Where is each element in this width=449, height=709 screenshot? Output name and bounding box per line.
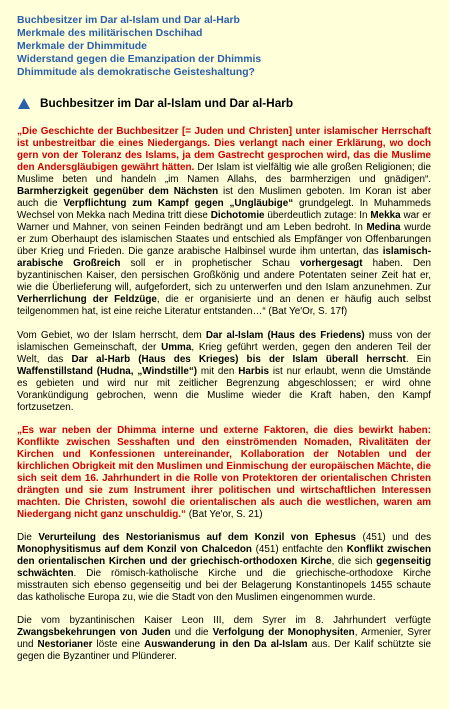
text: Vom Gebiet, wo der Islam herrscht, dem [17,330,206,341]
text: ist nur erlaubt, wenn die Umstände es gebieten und wird nur mit zeitlicher Begrenzung abgeschlossen; er wird ohne Vorankündigung gebrochen, wenn die Muslime wieder die Kraft haben, den Kampf fortzusetzen. [17,366,431,413]
paragraph-2 [17,330,431,414]
text: . Die römisch-katholische Kirche und die griechische-orthodoxe Kirche misstrauten sich ebenso gegenseitig und bei der Belagerung Konstantinopels 1455 schaute das katholische Europa zu, wie die Stadt von den Muslimen eingenommen wurde. [17,568,431,603]
paragraph-4 [17,532,431,604]
bold-text: islamisch-arabische Großreich [17,246,431,269]
text: (451) entfachte den [251,544,347,555]
paragraph-1 [17,126,431,318]
text: löste eine [92,639,145,650]
text: . Ein [405,354,431,365]
bold-text: Verpflichtung zum Kampf gegen „Ungläubige“ [63,198,294,209]
bold-text: Harbis [238,366,269,377]
toc-link-dschihad[interactable]: Merkmale des militärischen Dschihad [17,28,203,39]
paragraph-3 [17,425,431,521]
toc-link-geisteshaltung[interactable]: Dhimmitude als demokratische Geisteshaltung? [17,67,255,78]
text: überdeutlich zutage: In [264,210,371,221]
triangle-up-icon[interactable] [18,98,30,109]
text: grundgelegt. In Muhammeds Wechsel von Mekka nach Medina tritt diese [17,198,431,221]
bold-text: Waffenstillstand (Hudna, „Windstille“) [17,366,198,377]
text: ist den Muslimen geboten. Im Koran ist aber auch die [17,186,432,209]
bold-text: Zwangsbekehrungen von Juden [17,627,171,638]
text: mit den [197,366,239,377]
bold-text: gegenseitig schwächten [17,556,431,579]
toc-link-dhimmitude[interactable]: Merkmale der Dhimmitude [17,41,147,52]
bold-text: Medina [366,222,401,233]
citation: (Bat Ye'or, S. 21) [185,509,263,520]
bold-text: Dar al-Islam (Haus des Friedens) [205,330,365,341]
bold-text: Verherrlichung der Feldzüge [17,294,157,305]
bold-text: Monophysitismus auf dem Konzil von Chalcedon [17,544,252,555]
text: (451) und des [356,532,432,543]
bold-text: Barmherzigkeit gegenüber dem Nächsten [17,186,219,197]
text: haben. Den byzantinischen Kaiser, den persischen Großkönig und andere Potentaten seiner Zeit hat er, wie die Überlieferung will, aufgefordert, sich zu unterwerfen und den Islam anzunehmen. Zur [17,258,431,293]
text: und die [170,627,213,638]
quote-text: „Es war neben der Dhimma interne und externe Faktoren, die dies bewirkt haben: Konflikte zwischen Sesshaften und den einströmenden Nomaden, Rivalitäten der Kirchen und Konfessionen untereinander, Kollaboration der Notablen und der kirchlichen Obrigkeit mit den Muslimen und Einmischung der europäischen Mächte, die sich seit dem 16. Jahrhundert in die Rolle von Protektoren der orientalischen Christen drängten und sie zum Instrument ihrer politischen und wirtschaftlichen Interessen machten. Die Christen, sowohl die orientalischen als auch die westlichen, waren am Niedergang nicht ganz unschuldig.“ [17,425,431,520]
toc-link-buchbesitzer[interactable]: Buchbesitzer im Dar al-Islam und Dar al-Harb [17,15,240,26]
text: wurde er zum Oberhaupt des islamischen Staates und entschied als Empfänger von Offenbarungen über Krieg und Frieden. Die ganze arabische Halbinsel wurde ihm untertan, das [17,222,432,257]
toc-link-widerstand[interactable]: Widerstand gegen die Emanzipation der Dhimmis [17,54,262,65]
section-heading [17,94,431,112]
text: Die [17,532,39,543]
paragraph-5 [17,615,431,663]
section-title: Buchbesitzer im Dar al-Islam und Dar al-Harb [40,96,294,110]
text: Der Islam ist vielfältig wie alle großen Religionen; die Muslime beten und handeln „im Namen Allahs, des barmherzigen und gnädigen“. [17,162,431,185]
bold-text: vorhergesagt [299,258,363,269]
text: muss von der islamischen Gemeinschaft, der [17,330,431,353]
text: war er Warner und Mahner, von seinen Feinden bedrängt und am Leben bedroht. In [17,210,432,233]
bold-text: Dichotomie [210,210,265,221]
bold-text: Nestorianer [37,639,93,650]
text: aus. Der Kalif schützte sie gegen die Byzantiner und Plünderer. [17,639,432,662]
bold-text: Mekka [370,210,401,221]
bold-text: Konflikt zwischen den orientalischen Kirchen und der griechisch-orthodoxen Kirche [17,544,432,567]
bold-text: Verfolgung der Monophysiten [212,627,355,638]
bold-text: Dar al-Harb (Haus des Krieges) bis der Islam überall herrscht [71,354,406,365]
quote-text: „Die Geschichte der Buchbesitzer [= Juden und Christen] unter islamischer Herrschaft ist unbestreitbar die eines Niedergangs. Dies verlangt nach einer Erklärung, wo doch gern von der Toleranz des Islams, ja dem Gastrecht gesprochen wird, das die Muslime den Andersgläubigen gewährt hätten. [17,126,431,173]
text: , die sich [331,556,377,567]
text: , die er organisierte und an denen er häufig auch selbst teilgenommen hat, ist eine reiche Literatur entstanden…“ (Bat Ye'Or, S. 17f) [17,294,431,317]
text: soll er in prophetischer Schau [120,258,300,269]
text: , Krieg geführt werden, gegen den anderen Teil der Welt, das [17,342,431,365]
table-of-contents [17,14,431,79]
text: , Armenier, Syrer und [17,627,431,650]
bold-text: Verurteilung des Nestorianismus auf dem Konzil von Ephesus [38,532,357,543]
bold-text: Umma [161,342,192,353]
bold-text: Auswanderung in den Da al-Islam [144,639,308,650]
text: Die vom byzantinischen Kaiser Leon III, dem Syrer im 8. Jahrhundert verfügte [17,615,431,626]
